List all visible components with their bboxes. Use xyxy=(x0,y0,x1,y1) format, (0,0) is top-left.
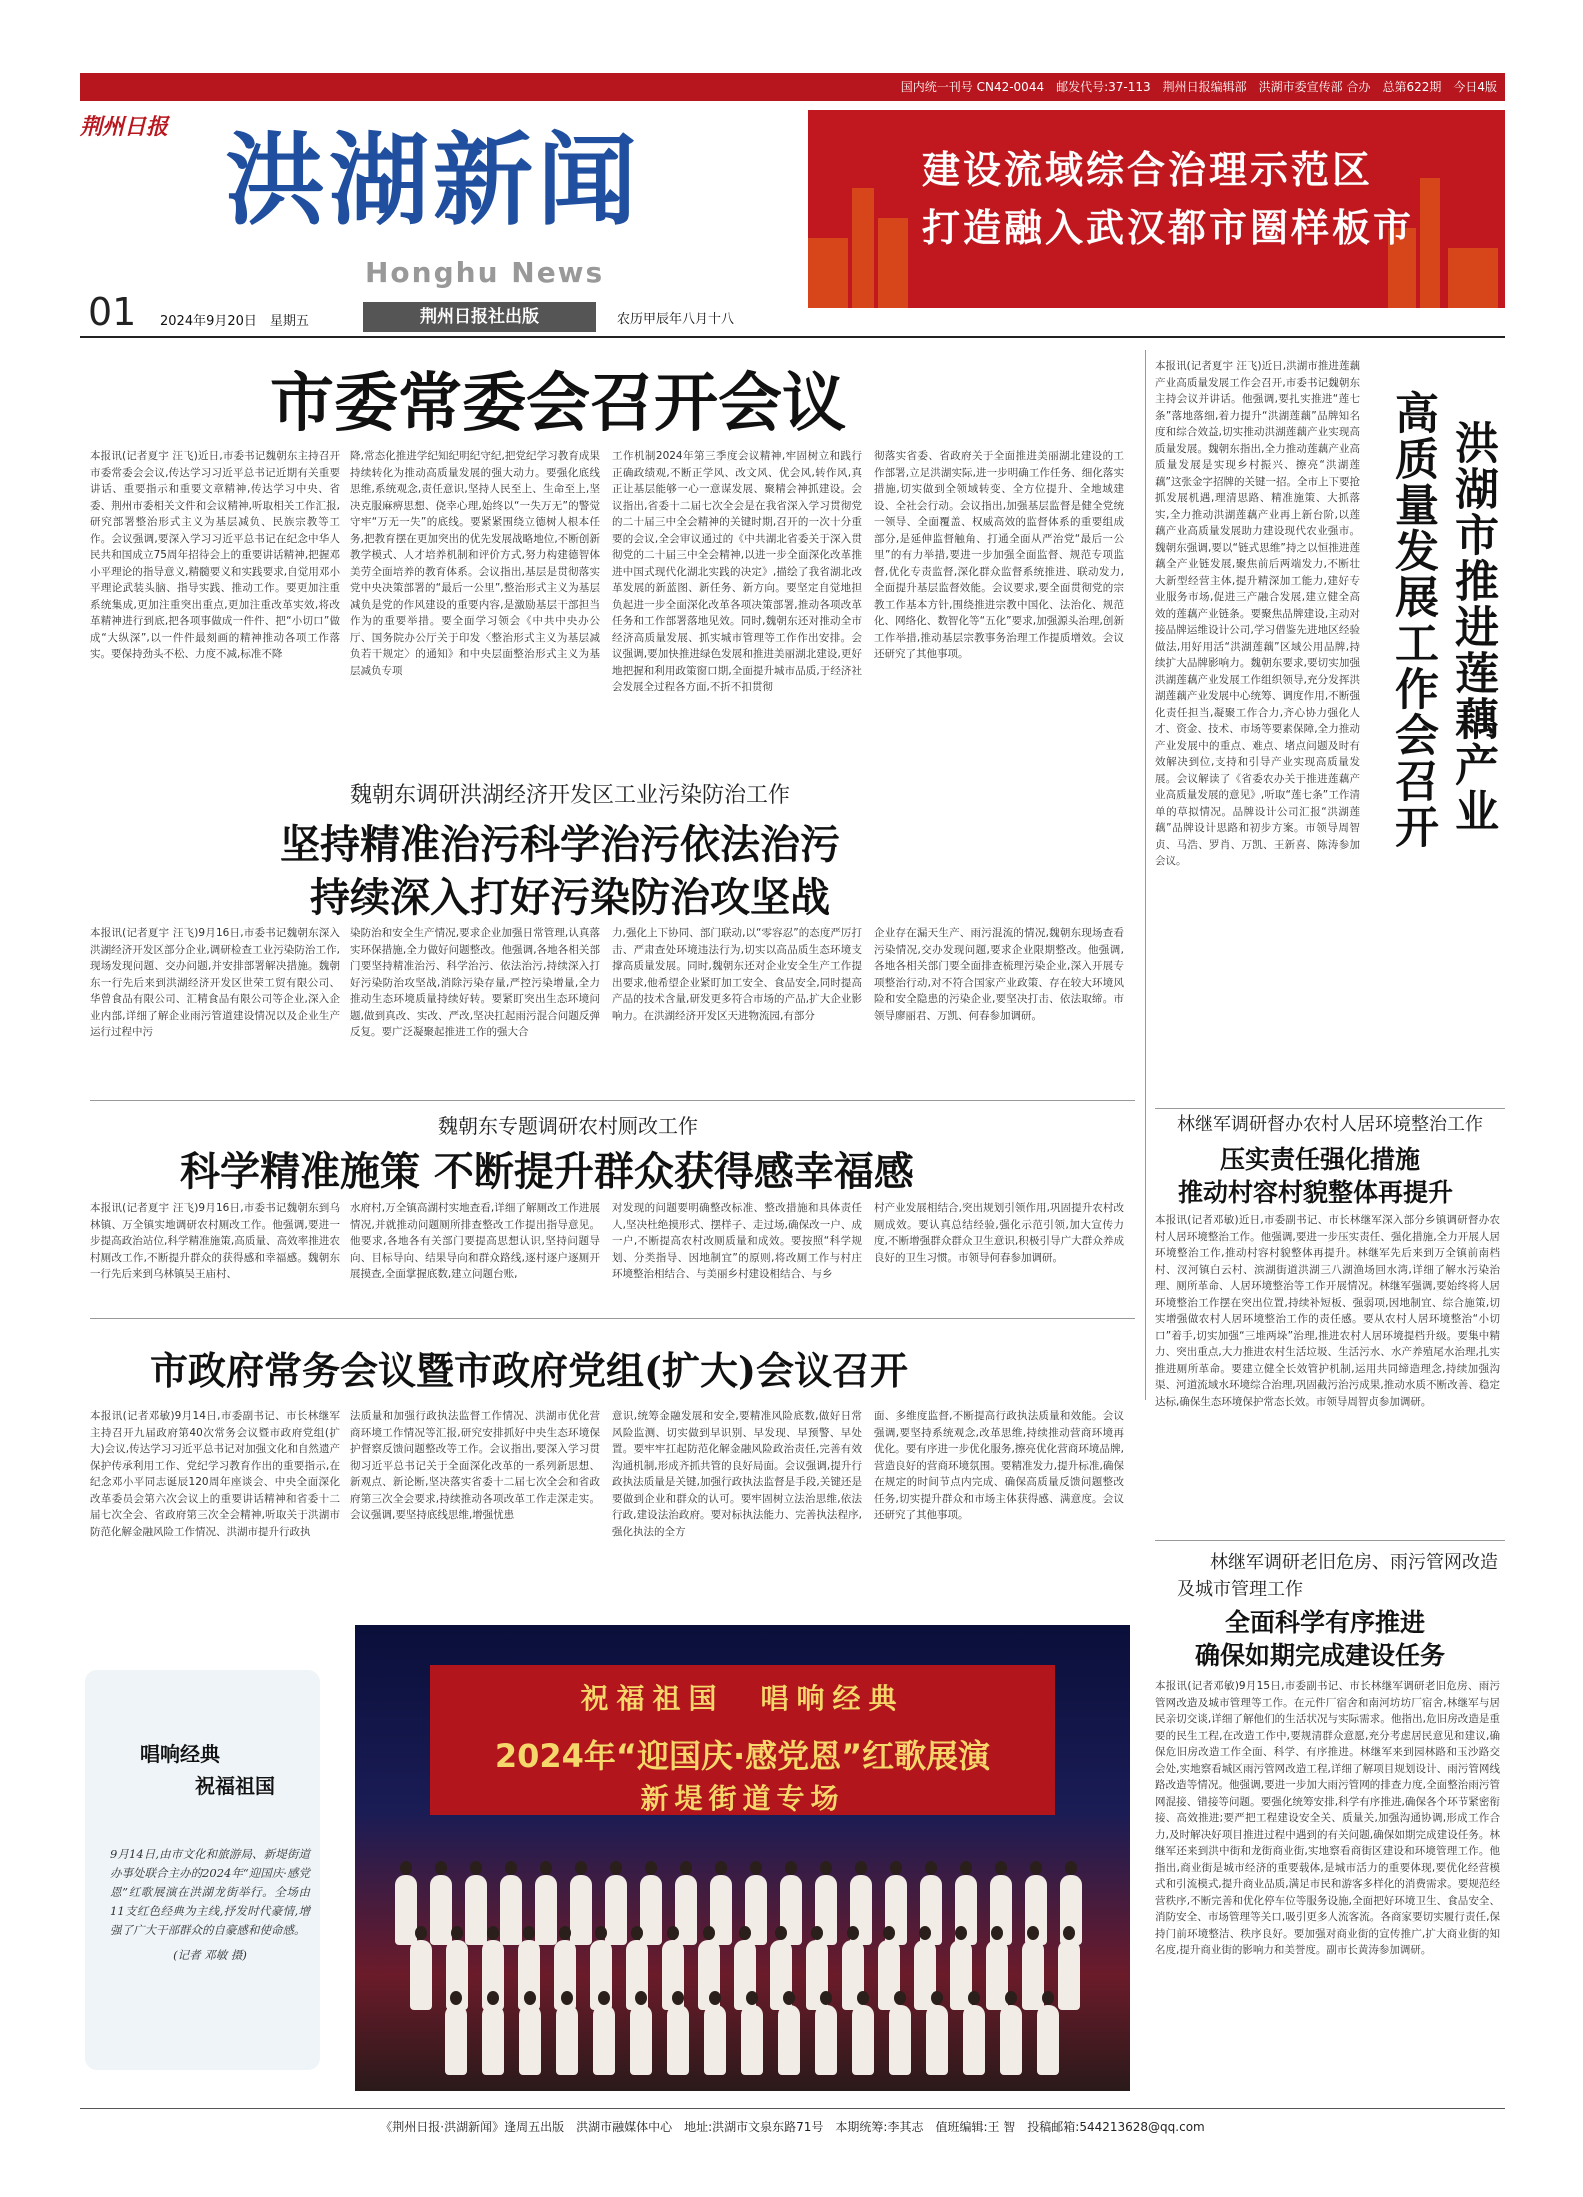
article-3-kicker: 魏朝东专题调研农村厕改工作 xyxy=(438,1114,698,1138)
singer-figure xyxy=(667,2005,689,2075)
publisher-badge: 荆州日报社出版 xyxy=(363,302,596,332)
singer-figure xyxy=(570,1875,592,1945)
side-2-title-1: 压实责任强化措施 xyxy=(1220,1145,1421,1174)
singer-figure xyxy=(519,2005,541,2075)
article-1-col-1: 本报讯(记者夏宇 汪飞)近日,市委书记魏朝东主持召开市委常委会会议,传达学习习近平总书记近期有关重要讲话、重要指示和重要文章精神,传达学习中央、省委、荆州市委相关文件和会议精神,听取相关工作汇报,研究部署整治形式主义为基层减负、民族宗教等工作。会议强调,要深入学习习近平总书记在纪念中华人民共和国成立75周年招待会上的重要讲话精神,把握邓小平理论的指导意义,精髓要义和实践要求,自觉用邓小平理论武装头脑、指导实践、推动工作。要更加注重系统集成,更加注重突出重点,更加注重改革实效,将改革精神进行到底,把各项事做成一件件、把“小切口”做成“大纵深”,以一件件最刻画的精神推动各项工作落实。要保持劲头不松、力度不减,标准不降 xyxy=(90,450,340,660)
side-3-kicker-2: 及城市管理工作 xyxy=(1177,1579,1303,1600)
side-1-title-a: 洪湖市推进莲藕产业 xyxy=(1447,420,1498,834)
caption-credit: (记者 邓敏 摄) xyxy=(173,1948,247,1962)
masthead-rule xyxy=(80,336,1505,338)
section-rule xyxy=(1155,1540,1505,1541)
section-rule xyxy=(90,1100,1135,1101)
screen-line-3: 新堤街道专场 xyxy=(640,1782,845,1815)
singer-figure xyxy=(1058,1940,1080,2010)
singer-figure xyxy=(889,2005,911,2075)
singer-figure xyxy=(430,1875,452,1945)
footer-rule xyxy=(80,2108,1505,2109)
article-3-title: 科学精准施策 不断提升群众获得感幸福感 xyxy=(180,1148,914,1195)
footer-info: 《荆州日报·洪湖新闻》逢周五出版 洪湖市融媒体中心 地址:洪湖市文泉东路71号 本期统筹:李其志 值班编辑:王 智 投稿邮箱:544213628@qq.com xyxy=(380,2120,1205,2134)
choir-singers xyxy=(355,1845,1130,2091)
article-1-col-2: 降,常态化推进学纪知纪明纪守纪,把党纪学习教育成果持续转化为推动高质量发展的强大动力。要强化底线思维,系统观念,责任意识,坚持人民至上、生命至上,坚决克服麻痹思想、侥幸心理,始终以“一失万无”的警觉守牢“万无一失”的底线。要紧紧围绕立德树人根本任务,把教育摆在更加突出的优先发展战略地位,不断创新教学模式、人才培养机制和评价方式,努力构建德智体美劳全面培养的教育体系。会议指出,基层是贯彻落实党中央决策部署的“最后一公里”,整治形式主义为基层减负是党的作风建设的重要内容,是激励基层干部担当作为的重要举措。要全面学习领会《中共中央办公厅、国务院办公厅关于印发〈整治形式主义为基层减负若干规定〉的通知》和中央层面整治形式主义为基层减负专项 xyxy=(350,450,600,677)
singer-figure xyxy=(630,2005,652,2075)
side-3-title-1: 全面科学有序推进 xyxy=(1225,1608,1426,1637)
article-3-col-1: 本报讯(记者夏宇 汪飞)9月16日,市委书记魏朝东到乌林镇、万全镇实地调研农村厕改工作。他强调,要进一步提高政治站位,科学精准施策,高质量、高效率推进农村厕改工作,不断提升群众的获得感和幸福感。魏朝东一行先后来到乌林镇吴王庙村、 xyxy=(90,1202,340,1280)
column-divider xyxy=(1145,350,1146,1400)
article-4-col-1: 本报讯(记者邓敏)9月14日,市委副书记、市长林继军主持召开九届政府第40次常务会议暨市政府党组(扩大)会议,传达学习习近平总书记对加强文化和自然遗产保护传承利用工作、党纪学习教育作出的重要指示,在纪念邓小平同志诞辰120周年座谈会、中央全面深化改革委员会第六次会议上的重要讲话精神和省委十二届七次全会、省政府第三次全会精神,听取关于洪湖市防范化解金融风险工作情况、洪湖市提升行政执 xyxy=(90,1410,340,1538)
article-4-col-2: 法质量和加强行政执法监督工作情况、洪湖市优化营商环境工作情况等汇报,研究安排抓好中央生态环境保护督察反馈问题整改等工作。会议指出,要深入学习贯彻习近平总书记关于全面深化改革的一系列新思想、新观点、新论断,坚决落实省委十二届七次全会和省政府第三次全会要求,持续推动各项改革工作走深走实。会议强调,要坚持底线思维,增强忧患 xyxy=(350,1410,600,1521)
caption-body xyxy=(110,1845,310,1965)
singer-figure xyxy=(778,2005,800,2075)
article-2-col-4: 企业存在漏天生产、雨污混流的情况,魏朝东现场查看污染情况,交办发现问题,要求企业限期整改。他强调,各地各相关部门要全面排查梳理污染企业,深入开展专项整治行动,对不符合国家产业政策、存在较大环境风险和安全隐患的污染企业,要坚决打击、依法取缔。市领导廖丽君、万凯、何春参加调研。 xyxy=(874,927,1124,1022)
screen-line-1: 祝福祖国 唱响经典 xyxy=(580,1682,905,1715)
side-2-title-2: 推动村容村貌整体再提升 xyxy=(1178,1178,1454,1207)
section-rule xyxy=(90,1318,1135,1319)
singer-figure xyxy=(593,2005,615,2075)
article-2-title-1: 坚持精准治污科学治污依法治污 xyxy=(280,821,840,868)
article-1-col-3: 工作机制2024年第三季度会议精神,牢固树立和践行正确政绩观,不断正学风、改文风、优会风,转作风,真正让基层能够一心一意谋发展、聚精会神抓建设。会议指出,省委十二届七次全会是在我省深入学习贯彻党的二十届三中全会精神的关键时期,召开的一次十分重要的会议,全会审议通过的《中共湖北省委关于深入贯彻党的二十届三中全会精神,以进一步全面深化改革推进中国式现代化湖北实践的决定》,描绘了我省湖北改革发展的新蓝图、新任务、新方向。要坚定自觉地担负起进一步全面深化改革各项决策部署,推动各项改革任务和工作部署落地见效。同时,魏朝东还对推动全市经济高质量发展、抓实城市管理等工作作出安排。会议强调,要加快推进绿色发展和推进美丽湖北建设,更好地把握和利用政策窗口期,全面提升城市品质,于经济社会发展全过程各方面,不折不扣贯彻 xyxy=(612,450,862,693)
singer-figure xyxy=(556,2005,578,2075)
singer-figure xyxy=(482,2005,504,2075)
singer-figure xyxy=(1037,2005,1059,2075)
singer-figure xyxy=(395,1875,417,1945)
singer-figure xyxy=(500,1875,522,1945)
screen-line-2: 2024年“迎国庆·感党恩”红歌展演 xyxy=(494,1737,991,1775)
article-2-col-2: 染防治和安全生产情况,要求企业加强日常管理,认真落实环保措施,全力做好问题整改。他强调,各地各相关部门要坚持精准治污、科学治污、依法治污,持续深入打好污染防治攻坚战,消除污染存量,严控污染增量,全力推动生态环境质量持续好转。要紧盯突出生态环境问题,做到真改、实改、严改,坚决扛起雨污混合问题反弹反复。要广泛凝聚起推进工作的强大合 xyxy=(350,927,600,1038)
banner-line-1: 建设流域综合治理示范区 xyxy=(922,148,1374,192)
article-1-title: 市委常委会召开会议 xyxy=(270,366,846,441)
singer-figure xyxy=(640,1875,662,1945)
caption-title-2: 祝福祖国 xyxy=(195,1774,275,1798)
article-2-col-1: 本报讯(记者夏宇 汪飞)9月16日,市委书记魏朝东深入洪湖经济开发区部分企业,调研检查工业污染防治工作,现场发现问题、交办问题,并安排部署解决措施。魏朝东一行先后来到洪湖经济开发区世荣工贸有限公司、华曾食品有限公司、汇精食品有限公司等企业,深入企业内部,详细了解企业雨污管道建设情况以及企业生产运行过程中污 xyxy=(90,927,340,1038)
issue-date: 2024年9月20日 星期五 xyxy=(160,314,309,329)
page-number: 01 xyxy=(88,290,137,334)
article-3-col-3: 对发现的问题要明确整改标准、整改措施和具体责任人,坚决杜绝摸形式、摆样子、走过场,确保改一户、成一户,不断提高农村改厕质量和成效。要按照“科学规划、分类指导、因地制宜”的原则,将改厕工作与村庄环境整治相结合、与美丽乡村建设相结合、与乡 xyxy=(612,1202,862,1280)
article-4-col-4: 面、多维度监督,不断提高行政执法质量和效能。会议强调,要坚持系统观念,改革思维,持续推动营商环境再优化。要有序进一步优化服务,擦亮优化营商环境品牌,营造良好的营商环境氛围。要精准发力,提升标准,确保在规定的时间节点内完成、确保高质量反馈问题整改任务,切实提升群众和市场主体获得感、满意度。会议还研究了其他事项。 xyxy=(874,1410,1124,1521)
article-2-col-3: 力,强化上下协同、部门联动,以“零容忍”的态度严厉打击、严肃查处环境违法行为,切实以高品质生态环境支撑高质量发展。同时,魏朝东还对企业安全生产工作提出要求,他希望企业紧盯加工安全、食品安全,同时提高产品的技术含量,研发更多符合市场的产品,扩大企业影响力。在洪湖经济开发区天进物流园,有部分 xyxy=(612,927,862,1022)
singer-figure xyxy=(465,1875,487,1945)
side-1-body: 本报讯(记者夏宇 汪飞)近日,洪湖市推进莲藕产业高质量发展工作会召开,市委书记魏朝东主持会议并讲话。他强调,要扎实推进“莲七条”落地落细,着力提升“洪湖莲藕”品牌知名度和综合效益,切实推动洪湖莲藕产业实现高质量发展。魏朝东指出,全力推动莲藕产业高质量发展是实现乡村振兴、擦亮“洪湖莲藕”这张金字招牌的关键一招。全市上下要抢抓发展机遇,理清思路、精准施策、大抓落实,全力推动洪湖莲藕产业再上新台阶,以莲藕产业高质量发展助力建设现代农业强市。魏朝东强调,要以“链式思维”持之以恒推进莲藕全产业链发展,聚焦前后两端发力,不断壮大新型经营主体,提升精深加工能力,建好专业服务市场,促进三产融合发展,建立健全高效的莲藕产业链条。要聚焦品牌建设,主动对接品牌运维设计公司,学习借鉴先进地区经验做法,用好用活“洪湖莲藕”区域公用品牌,持续扩大品牌影响力。魏朝东要求,要切实加强洪湖莲藕产业发展工作组织领导,充分发挥洪湖莲藕产业发展中心统筹、调度作用,不断强化责任担当,凝聚工作合力,齐心协力强化人才、资金、技术、市场等要素保障,全力推动产业发展中的重点、难点、堵点问题及时有效解决到位,支持和引导产业实现高质量发展。会议解读了《省委农办关于推进莲藕产业高质量发展的意见》,听取“莲七条”工作清单的草拟情况。品牌设计公司汇报“洪湖莲藕”品牌设计思路和初步方案。市领导周智贞、马浩、罗肖、万凯、王新喜、陈涛参加会议。 xyxy=(1155,360,1360,867)
side-2-body: 本报讯(记者邓敏)近日,市委副书记、市长林继军深入部分乡镇调研督办农村人居环境整治工作。他强调,要进一步压实责任、强化措施,全力开展人居环境整治工作,推动村容村貌整体再提升。林继军先后来到万全镇前南档村、汊河镇白云村、滨湖街道洪湖三八湖渔场回水湾,详细了解水污染治理、厕所革命、人居环境整治等工作开展情况。林继军强调,要始终将人居环境整治工作摆在突出位置,持续补短板、强弱项,因地制宜、综合施策,切实增强做农村人居环境整治工作的责任感。要从农村人居环境整治“小切口”着手,切实加强“三堆两垛”治理,推进农村人居环境提档升级。要集中精力、突出重点,大力推进农村生活垃圾、生活污水、水产养殖尾水治理,扎实推进厕所革命。要建立健全长效管护机制,运用共同缔造理念,持续加强沟渠、河道流域水环境综合治理,巩固截污治污成果,推动水质不断改善、稳定达标,确保生态环境保护常态长效。市领导周智贞参加调研。 xyxy=(1155,1214,1500,1408)
article-4-col-3: 意识,统筹金融发展和安全,要精准风险底数,做好日常风险监测、切实做到早识别、早发现、早预警、早处置。要牢牢扛起防范化解金融风险政治责任,完善有效沟通机制,形成齐抓共管的良好局面。会议强调,提升行政执法质量是关键,加强行政执法监督是手段,关键还是要做到企业和群众的认可。要牢固树立法治思维,依法行政,建设法治政府。要对标执法能力、完善执法程序,强化执法的全方 xyxy=(612,1410,862,1538)
lunar-date: 农历甲辰年八月十八 xyxy=(617,312,735,327)
article-2-title-2: 持续深入打好污染防治攻坚战 xyxy=(310,874,830,921)
singer-figure xyxy=(1022,1940,1044,2010)
banner-line-2: 打造融入武汉都市圈样板市 xyxy=(922,206,1415,250)
singer-figure xyxy=(852,2005,874,2075)
side-3-body: 本报讯(记者邓敏)9月15日,市委副书记、市长林继军调研老旧危房、雨污管网改造及城市管理等工作。在元件厂宿舍和南河坊坊厂宿舍,林继军与居民亲切交谈,详细了解他们的生活状况与实际需求。他指出,危旧房改造是重要的民生工程,在改造工作中,要规清群众意愿,充分考虑居民意见和建议,确保危旧房改造工作全面、科学、有序推进。林继军来到园林路和玉沙路交会处,实地察看城区雨污管网改造工程,详细了解项目规划设计、雨污管网线路改造等情况。他强调,要进一步加大雨污管网的排查力度,全面整治雨污管网混接、错接等问题。要强化统筹安排,科学有序推进,确保各个环节紧密衔接、高效推进;要严把工程建设安全关、质量关,加强沟通协调,形成工作合力,及时解决好项目推进过程中遇到的有关问题,确保如期完成建设任务。林继军还来到洪中街和龙街商业街,实地察看商街区建设和环境管理工作。他指出,商业街是城市经济的重要载体,是城市活力的重要体现,要优化经营模式和引流模式,提升商业品质,满足市民和游客多样化的消费需求。要规范经营秩序,不断完善和优化停车位等服务设施,全面把好环境卫生、食品安全、消防安全、市场管理等关口,吸引更多人流客流。各商家要切实履行责任,保持门前环境整洁、秩序良好。要加强对商业街的宣传推广,扩大商业街的知名度,提升商业街的影响力和美誉度。副市长黄涛参加调研。 xyxy=(1155,1680,1500,1956)
slogan-banner xyxy=(808,110,1505,308)
singer-figure xyxy=(704,2005,726,2075)
singer-figure xyxy=(1000,2005,1022,2075)
article-4-title: 市政府常务会议暨市政府党组(扩大)会议召开 xyxy=(150,1348,908,1393)
choir-photo xyxy=(355,1625,1130,2091)
singer-figure xyxy=(410,1940,432,2010)
article-1-col-4: 彻落实省委、省政府关于全面推进美丽湖北建设的工作部署,立足洪湖实际,进一步明确工作任务、细化落实措施,切实做到全领域转变、全方位提升、全地域建设、全社会行动。会议指出,加强基层监督是健全党统一领导、全面覆盖、权威高效的监督体系的重要组成部分,是延伸监督触角、打通全面从严治党“最后一公里”的有力举措,要进一步加强全面监督、规范专项监督,优化专责监督,深化群众监督系统推进、联动发力,全面提升基层监督效能。会议要求,要全面贯彻党的宗教工作基本方针,围绕推进宗教中国化、法治化、规范化、网络化、数智化等“五化”要求,加强源头治理,创新工作举措,推动基层宗教事务治理工作提质增效。会议还研究了其他事项。 xyxy=(874,450,1124,660)
masthead-title: 洪湖新闻 xyxy=(225,121,641,239)
side-1-title-b: 高质量发展工作会召开 xyxy=(1387,390,1438,850)
side-2-kicker: 林继军调研督办农村人居环境整治工作 xyxy=(1177,1114,1483,1135)
brand-logo: 荆州日报 xyxy=(80,114,169,140)
singer-figure xyxy=(605,1875,627,1945)
article-2-kicker: 魏朝东调研洪湖经济开发区工业污染防治工作 xyxy=(350,783,791,808)
singer-figure xyxy=(926,2005,948,2075)
article-3-col-4: 村产业发展相结合,突出规划引领作用,巩固提升农村改厕成效。要认真总结经验,强化示范引领,加大宣传力度,不断增强群众群众卫生意识,积极引导广大群众养成良好的卫生习惯。市领导何春参加调研。 xyxy=(874,1202,1124,1264)
caption-text: 9月14日,由市文化和旅游局、新堤街道办事处联合主办的2024年“迎国庆·感党恩”红歌展演在洪湖龙街举行。全场由11支红色经典为主线,抒发时代豪情,增强了广大干部群众的自豪感和使命感。 xyxy=(110,1847,310,1937)
section-rule xyxy=(1155,1108,1505,1109)
singer-figure xyxy=(963,2005,985,2075)
singer-figure xyxy=(445,2005,467,2075)
side-3-kicker-1: 林继军调研老旧危房、雨污管网改造 xyxy=(1210,1552,1498,1573)
singer-figure xyxy=(535,1875,557,1945)
side-3-title-2: 确保如期完成建设任务 xyxy=(1195,1641,1446,1670)
masthead-subtitle: Honghu News xyxy=(365,256,605,289)
singer-figure xyxy=(815,2005,837,2075)
top-info-bar: 国内统一刊号 CN42-0044 邮发代号:37-113 荆州日报编辑部 洪湖市委宣传部 合办 总第622期 今日4版 xyxy=(80,73,1505,101)
stage-screen xyxy=(430,1665,1055,1815)
singer-figure xyxy=(741,2005,763,2075)
article-3-col-2: 水府村,万全镇高湖村实地查看,详细了解厕改工作进展情况,并就推动问题厕所排查整改工作提出指导意见。他要求,各地各有关部门要提高思想认识,坚持问题导向、目标导向、结果导向和群众路线,逐村逐户逐厕开展摸查,全面掌握底数,建立问题台账, xyxy=(350,1202,600,1280)
caption-title-1: 唱响经典 xyxy=(140,1742,220,1766)
